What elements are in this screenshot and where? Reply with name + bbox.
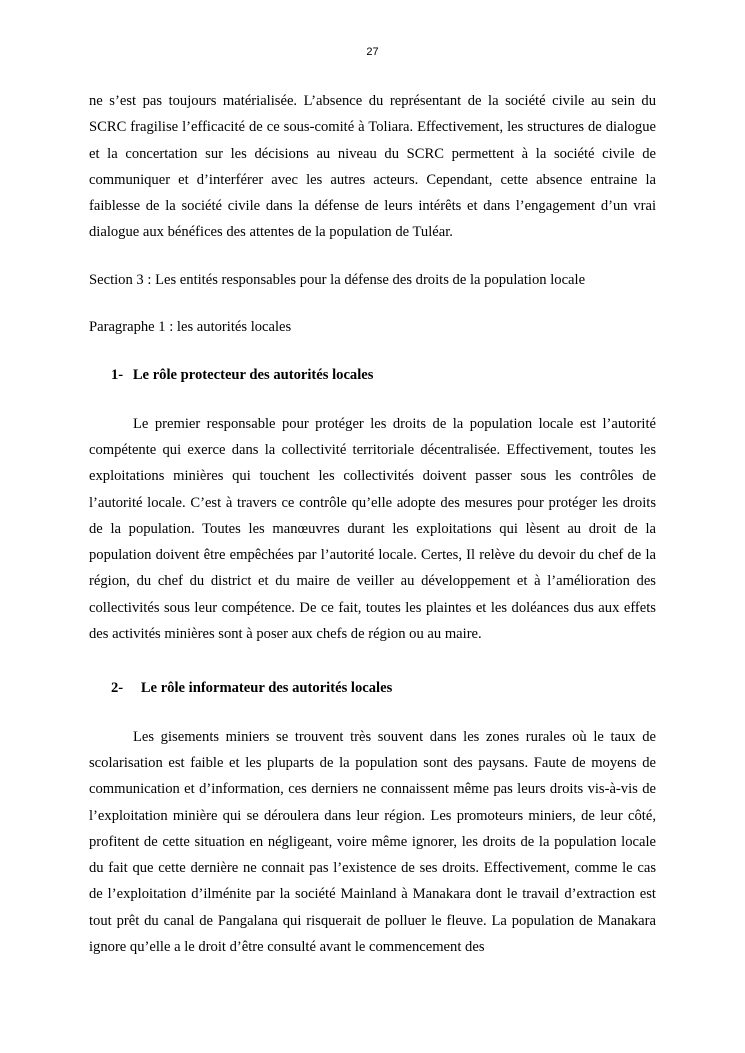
- subheading-role-protecteur: [89, 362, 656, 388]
- subheading-number: 1-: [111, 367, 124, 384]
- page-number: 27: [366, 46, 379, 58]
- role-protecteur-paragraph: Le premier responsable pour protéger les droits de la population locale est l’autorité compétente qui exerce dans la collectivité territoriale décentralisée. Effectivement, toutes les exploitations minières qui touchent les collectivités doivent passer sous les contrôles de l’autorité locale. C’est à travers ce contrôle qu’elle adopte des mesures pour protéger les droits de la population. Toutes les manœuvres durant les exploitations qui lèsent au droit de la population doivent être empêchées par l’autorité locale. Certes, Il relève du devoir du chef de la région, du chef du district et du maire de veiller au développement et à l’amélioration des collectivités sous leur compétence. De ce fait, toutes les plaintes et les doléances dus aux effets des activités minières sont à poser aux chefs de région ou au maire.: [89, 415, 656, 643]
- subheading-title: Le rôle protecteur des autorités locales: [132, 367, 374, 384]
- section-heading: Section 3 : Les entités responsables pour la défense des droits de la population locale: [89, 271, 586, 288]
- subheading-title: Le rôle informateur des autorités locales: [140, 680, 393, 697]
- intro-paragraph: ne s’est pas toujours matérialisée. L’absence du représentant de la société civile au sein du SCRC fragilise l’efficacité de ce sous-comité à Toliara. Effectivement, les structures de dialogue et la concertation sur les décisions au niveau du SCRC permettent à la société civile de communiquer et d’interférer avec les autres acteurs. Cependant, cette absence entraine la faiblesse de la société civile dans la défense de leurs intérêts et dans l’engagement d’un vrai dialogue aux bénéfices des attentes de la population de Tuléar.: [89, 93, 656, 241]
- subheading-number: 2-: [111, 680, 124, 697]
- subheading-role-informateur: [89, 675, 656, 701]
- document-body: [89, 88, 656, 960]
- role-informateur-paragraph: Les gisements miniers se trouvent très souvent dans les zones rurales où le taux de scolarisation est faible et les pluparts de la population sont des paysans. Faute de moyens de communication et d’information, ces derniers ne connaissent même pas leurs droits vis-à-vis de l’exploitation minière qui se déroulera dans leur région. Les promoteurs miniers, de leur côté, profitent de cette situation en négligeant, voire même ignorer, les droits de la population locale du fait que cette dernière ne connait pas l’existence de ses droits. Effectivement, comme le cas de l’exploitation d’ilménite par la société Mainland à Manakara dont le travail d’extraction est tout prêt du canal de Pangalana qui risquerait de polluer le fleuve. La population de Manakara ignore qu’elle a le droit d’être consulté avant le commencement des: [89, 728, 656, 956]
- paragraph-heading: Paragraphe 1 : les autorités locales: [89, 319, 292, 336]
